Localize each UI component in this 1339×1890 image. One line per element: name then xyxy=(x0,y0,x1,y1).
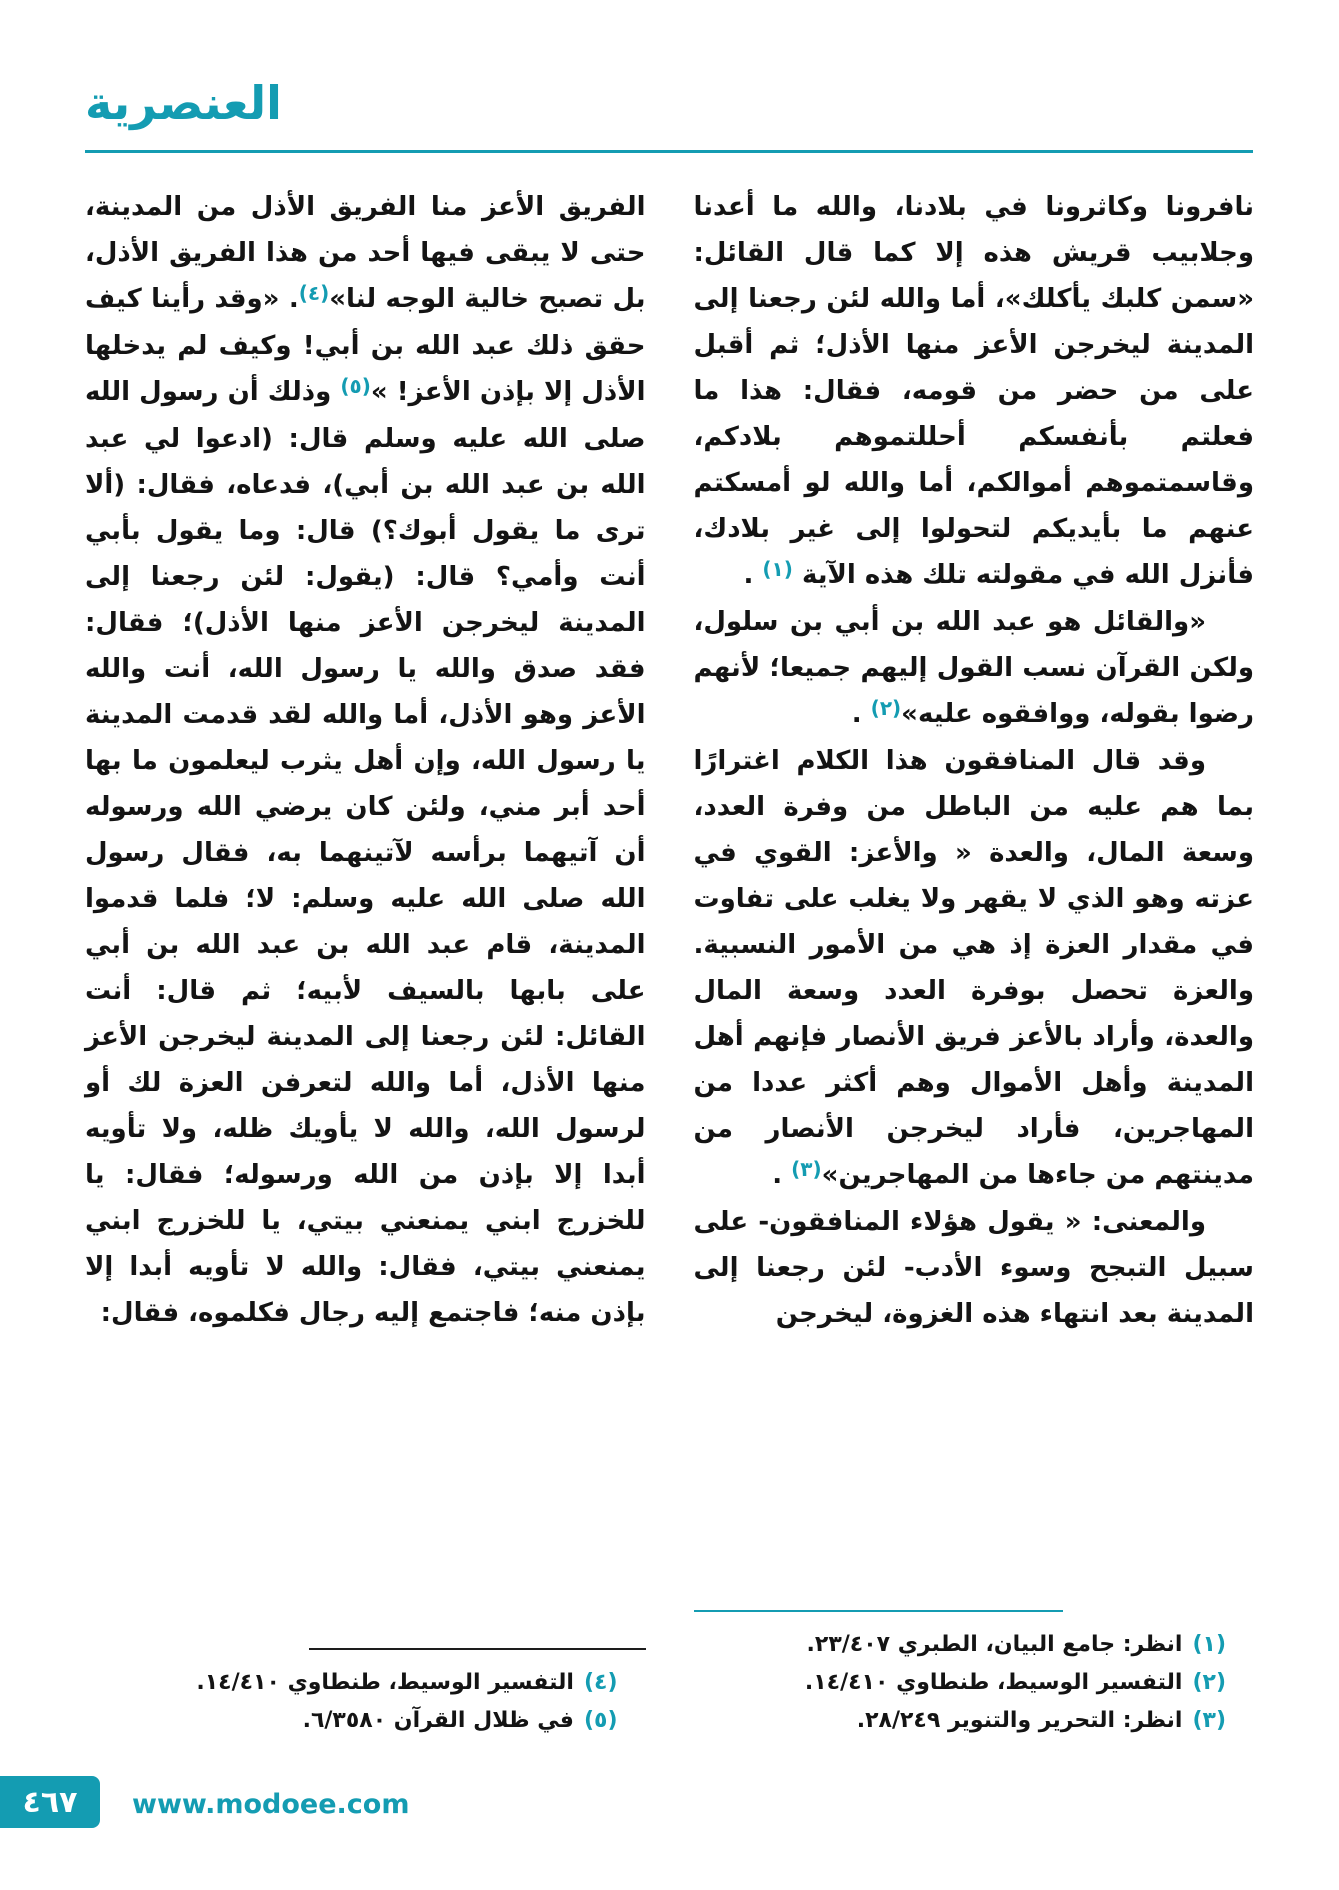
footnote-number: (٥) xyxy=(583,1708,618,1733)
paragraph-tail: . xyxy=(743,560,763,590)
footnote-ref: (٥) xyxy=(340,374,371,398)
footnote-ref: (٣) xyxy=(791,1157,822,1181)
paragraph xyxy=(85,184,646,1336)
footnote-text: في ظلال القرآن ٦/٣٥٨٠. xyxy=(302,1708,574,1733)
footnotes-right xyxy=(694,1606,1255,1740)
text-columns xyxy=(85,184,1254,1740)
footnote-text: التفسير الوسيط، طنطاوي ١٤/٤١٠. xyxy=(804,1670,1183,1695)
paragraph-tail: . xyxy=(851,699,871,729)
paragraph-text: وذلك أن رسول الله صلى الله عليه وسلم قال: (ادعوا لي عبد الله بن عبد الله بن أبي)، فدعاه، فقال: (ألا ترى ما يقول أبوك؟) قال: وما يقول بأبي أنت وأمي؟ قال: (يقول: لئن رجعنا إلى المدينة ليخرجن الأعز منها الأذل)؛ فقال: فقد صدق والله يا رسول الله، أنت والله الأعز وهو الأذل، أما والله لقد قدمت المدينة يا رسول الله، وإن أهل يثرب ليعلمون ما بها أحد أبر مني، ولئن كان يرضي الله ورسوله أن آتيهما برأسه لآتينهما به، فقال رسول الله صلى الله عليه وسلم: لا؛ فلما قدموا المدينة، قام عبد الله بن عبد الله بن أبي على بابها بالسيف لأبيه؛ ثم قال: أنت القائل: لئن رجعنا إلى المدينة ليخرجن الأعز منها الأذل، أما والله لتعرفن العزة لك أو لرسول الله، والله لا يأويك ظله، ولا تأويه أبدا إلا بإذن من الله ورسوله؛ فقال: يا للخزرج ابني يمنعني بيتي، يا للخزرج ابني يمنعني بيتي، فقال: والله لا تأويه أبدا إلا بإذن منه؛ فاجتمع إليه رجال فكلموه، فقال: xyxy=(85,377,646,1328)
paragraph xyxy=(694,1199,1255,1338)
paragraph-text: الفريق الأعز منا الفريق الأذل من المدينة، حتى لا يبقى فيها أحد من هذا الفريق الأذل، بل تصبح خالية الوجه لنا» xyxy=(85,192,646,314)
footnote-number: (٣) xyxy=(1192,1708,1226,1733)
footnote xyxy=(694,1664,1255,1702)
column-left xyxy=(85,184,646,1740)
paragraph-text: نافرونا وكاثرونا في بلادنا، والله ما أعدنا وجلابيب قريش هذه إلا كما قال القائل: «سمن كلبك يأكلك»، أما والله لئن رجعنا إلى المدينة ليخرجن الأعز منها الأذل؛ ثم أقبل على من حضر من قومه، فقال: هذا ما فعلتم بأنفسكم أحللتموهم بلادكم، وقاسمتموهم أموالكم، أما والله لو أمسكتم عنهم ما بأيديكم لتحولوا إلى غير بلادك، فأنزل الله في مقولته تلك هذه الآية xyxy=(693,192,1254,590)
footnote-text: انظر: التحرير والتنوير ٢٨/٢٤٩. xyxy=(856,1708,1183,1733)
footnote-text: التفسير الوسيط، طنطاوي ١٤/٤١٠. xyxy=(196,1670,574,1695)
page-number-badge: ٤٦٧ xyxy=(0,1776,100,1828)
paragraph-text: . «وقد رأينا كيف حقق ذلك عبد الله بن أبي! وكيف لم يدخلها الأذل إلا بإذن الأعز! » xyxy=(85,284,646,407)
website-url: www.modoee.com xyxy=(132,1789,410,1820)
column-right xyxy=(694,184,1255,1740)
footnote-separator xyxy=(309,1648,645,1650)
paragraph xyxy=(694,738,1255,1199)
footnote xyxy=(85,1702,646,1740)
footnote-number: (٢) xyxy=(1192,1670,1226,1695)
paragraph-tail: . xyxy=(772,1160,792,1190)
paragraph xyxy=(694,599,1255,738)
footnote-number: (١) xyxy=(1192,1632,1226,1657)
footnote-ref: (١) xyxy=(762,557,793,581)
paragraph-text: والمعنى: « يقول هؤلاء المنافقون- على سبيل التبجح وسوء الأدب- لئن رجعنا إلى المدينة بعد انتهاء هذه الغزوة، ليخرجن xyxy=(693,1207,1254,1329)
book-title-logo: العنصرية xyxy=(85,76,282,130)
footnote-number: (٤) xyxy=(583,1670,618,1695)
footnote xyxy=(694,1702,1255,1740)
footnote-text: انظر: جامع البيان، الطبري ٢٣/٤٠٧. xyxy=(806,1632,1183,1657)
footnote xyxy=(694,1626,1255,1664)
paragraph xyxy=(694,184,1255,599)
paragraph-text: «والقائل هو عبد الله بن أبي بن سلول، ولكن القرآن نسب القول إليهم جميعا؛ لأنهم رضوا بقوله، ووافقوه عليه» xyxy=(693,607,1254,729)
footnote xyxy=(85,1664,646,1702)
header-divider xyxy=(85,150,1253,153)
footnote-ref: (٢) xyxy=(870,696,902,720)
footnote-ref: (٤) xyxy=(298,281,330,305)
paragraph-text: وقد قال المنافقون هذا الكلام اغترارًا بما هم عليه من الباطل من وفرة العدد، وسعة المال، والعدة « والأعز: القوي في عزته وهو الذي لا يقهر ولا يغلب على تفاوت في مقدار العزة إذ هي من الأمور النسبية. والعزة تحصل بوفرة العدد وسعة المال والعدة، وأراد بالأعز فريق الأنصار فإنهم أهل المدينة وأهل الأموال وهم أكثر عددا من المهاجرين، فأراد ليخرجن الأنصار من مدينتهم من جاءها من المهاجرين» xyxy=(693,746,1254,1190)
footnote-separator xyxy=(694,1610,1064,1612)
footnotes-left xyxy=(85,1644,646,1740)
